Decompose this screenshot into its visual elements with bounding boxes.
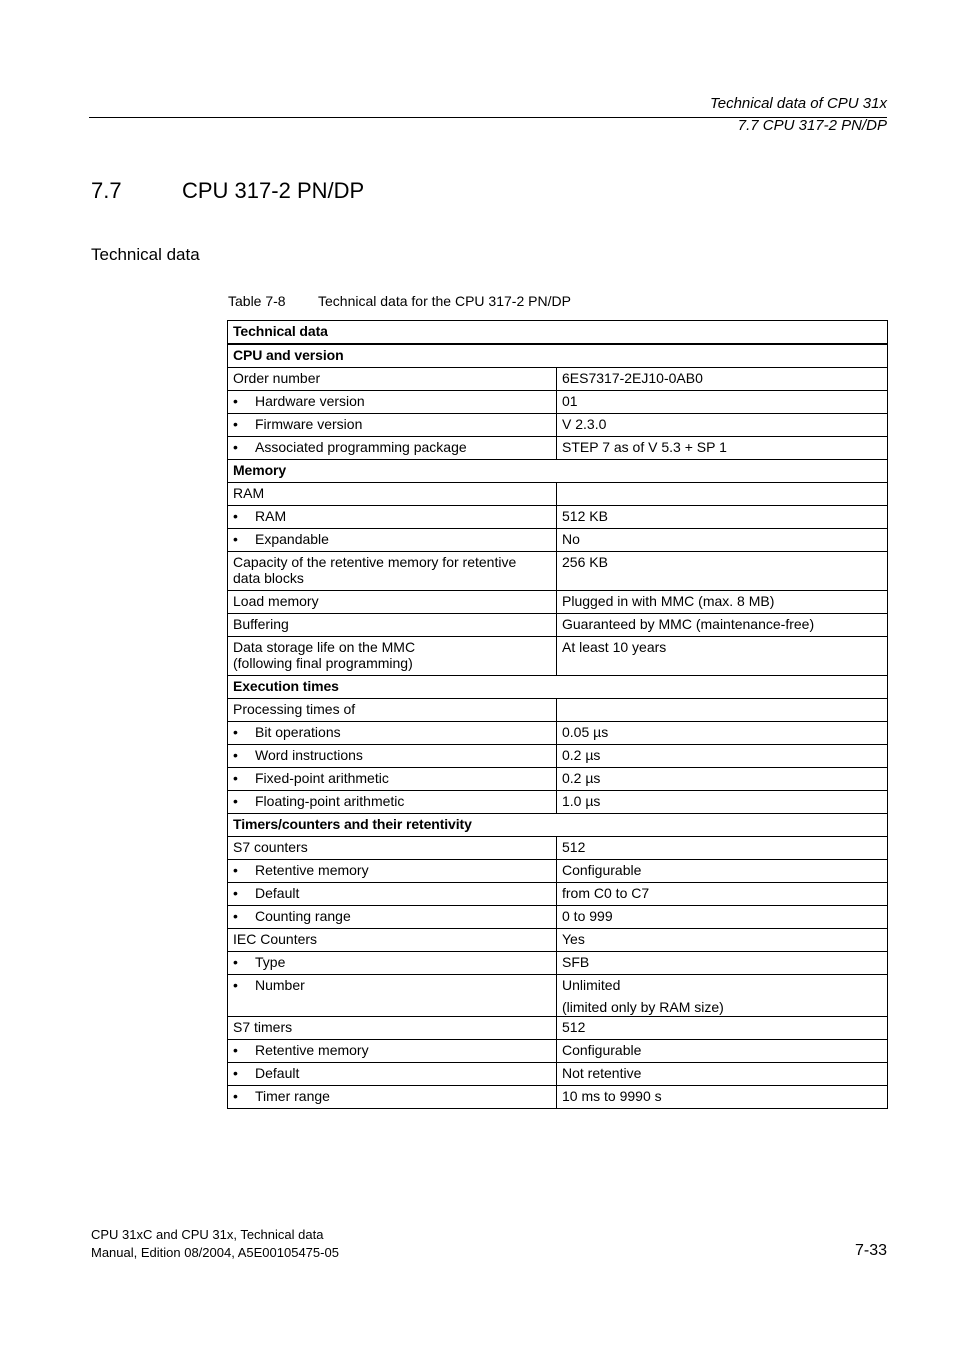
value-cell (557, 637, 888, 676)
table-row (228, 906, 888, 929)
param-value: 512 KB (562, 508, 608, 524)
bullet-icon: • (233, 977, 238, 993)
param-label: Expandable (255, 531, 329, 547)
param-label: Bit operations (255, 724, 341, 740)
bullet-icon: • (233, 954, 238, 970)
value-cell (557, 437, 888, 460)
param-cell (228, 745, 557, 768)
table-row (228, 414, 888, 437)
param-cell (228, 929, 557, 952)
table-row (228, 483, 888, 506)
param-label: Data storage life on the MMC (233, 639, 416, 655)
param-cell (228, 614, 557, 637)
table-row (228, 506, 888, 529)
param-label: Default (255, 885, 300, 901)
param-label: Type (255, 954, 286, 970)
value-cell (557, 906, 888, 929)
param-label: S7 timers (233, 1019, 293, 1035)
param-value: 512 (562, 839, 586, 855)
technical-data-table (227, 320, 888, 1109)
param-value: STEP 7 as of V 5.3 + SP 1 (562, 439, 727, 455)
value-cell (557, 883, 888, 906)
table-row (228, 883, 888, 906)
bullet-icon: • (233, 439, 238, 455)
param-label: Buffering (233, 616, 289, 632)
table-row (228, 768, 888, 791)
param-cell (228, 437, 557, 460)
param-value: SFB (562, 954, 590, 970)
table-row (228, 1017, 888, 1040)
group-header-row (228, 344, 888, 368)
param-label: Hardware version (255, 393, 365, 409)
value-cell (557, 552, 888, 591)
param-cell (228, 414, 557, 437)
param-value-line2: (limited only by RAM size) (562, 999, 724, 1015)
value-cell (557, 368, 888, 391)
param-value: 0.2 µs (562, 747, 601, 763)
bullet-icon: • (233, 885, 238, 901)
table-row (228, 529, 888, 552)
bullet-icon: • (233, 747, 238, 763)
param-cell (228, 768, 557, 791)
param-value: 0.2 µs (562, 770, 601, 786)
param-cell (228, 699, 557, 722)
param-label: Default (255, 1065, 300, 1081)
bullet-icon: • (233, 393, 238, 409)
param-value: V 2.3.0 (562, 416, 607, 432)
table-title: Technical data (228, 321, 888, 345)
param-label-line2: (following final programming) (233, 655, 413, 671)
param-label: RAM (233, 485, 265, 501)
param-cell (228, 837, 557, 860)
group-header: Execution times (228, 676, 888, 699)
table-row (228, 745, 888, 768)
param-value: 0 to 999 (562, 908, 613, 924)
value-cell (557, 860, 888, 883)
value-cell (557, 614, 888, 637)
table-row (228, 860, 888, 883)
param-cell (228, 975, 557, 1017)
bullet-icon: • (233, 1065, 238, 1081)
value-cell (557, 1063, 888, 1086)
table-row (228, 837, 888, 860)
param-label: Number (255, 977, 305, 993)
param-cell (228, 952, 557, 975)
table-row (228, 391, 888, 414)
param-cell (228, 1063, 557, 1086)
bullet-icon: • (233, 862, 238, 878)
bullet-icon: • (233, 1088, 238, 1104)
running-header-chapter: Technical data of CPU 31x (709, 95, 887, 112)
running-header-section: 7.7 CPU 317-2 PN/DP (737, 117, 887, 134)
param-value: At least 10 years (562, 639, 667, 655)
page-number: 7-33 (854, 1242, 887, 1259)
bullet-icon: • (233, 416, 238, 432)
bullet-icon: • (233, 531, 238, 547)
value-cell (557, 791, 888, 814)
param-cell (228, 506, 557, 529)
param-value: 10 ms to 9990 s (562, 1088, 662, 1104)
value-cell (557, 745, 888, 768)
param-cell (228, 1040, 557, 1063)
param-cell (228, 1086, 557, 1109)
param-label: Floating-point arithmetic (255, 793, 405, 809)
subheading: Technical data (91, 245, 200, 264)
param-cell (228, 391, 557, 414)
value-cell (557, 1040, 888, 1063)
value-cell (557, 768, 888, 791)
footer-manual-title: CPU 31xC and CPU 31x, Technical data (91, 1227, 324, 1242)
bullet-icon: • (233, 508, 238, 524)
param-label: Fixed-point arithmetic (255, 770, 389, 786)
param-cell (228, 637, 557, 676)
param-value: from C0 to C7 (562, 885, 650, 901)
bullet-icon: • (233, 1042, 238, 1058)
value-cell (557, 1017, 888, 1040)
value-cell (557, 414, 888, 437)
param-cell (228, 883, 557, 906)
value-cell (557, 929, 888, 952)
param-label: Retentive memory (255, 1042, 369, 1058)
param-value: 256 KB (562, 554, 608, 570)
group-header: Timers/counters and their retentivity (228, 814, 888, 837)
param-label: Processing times of (233, 701, 356, 717)
param-cell (228, 552, 557, 591)
table-title-row (228, 321, 888, 345)
param-label: Order number (233, 370, 321, 386)
table-row (228, 1063, 888, 1086)
value-cell (557, 722, 888, 745)
param-value: 0.05 µs (562, 724, 609, 740)
bullet-icon: • (233, 770, 238, 786)
param-value: 01 (562, 393, 578, 409)
param-label: Load memory (233, 593, 319, 609)
table-caption-text: Technical data for the CPU 317-2 PN/DP (318, 293, 571, 309)
footer-edition: Manual, Edition 08/2004, A5E00105475-05 (91, 1245, 339, 1260)
table-row (228, 437, 888, 460)
param-value: 1.0 µs (562, 793, 601, 809)
param-label: Associated programming package (255, 439, 467, 455)
table-row (228, 722, 888, 745)
param-label: Retentive memory (255, 862, 369, 878)
table-row (228, 614, 888, 637)
param-label: Word instructions (255, 747, 363, 763)
param-cell (228, 906, 557, 929)
param-cell (228, 1017, 557, 1040)
value-cell (557, 591, 888, 614)
param-value: Configurable (562, 1042, 642, 1058)
param-value: 512 (562, 1019, 586, 1035)
table-row (228, 637, 888, 676)
value-cell (557, 699, 888, 722)
param-cell (228, 368, 557, 391)
table-row (228, 591, 888, 614)
group-header-row (228, 814, 888, 837)
param-value: Plugged in with MMC (max. 8 MB) (562, 593, 775, 609)
param-cell (228, 791, 557, 814)
param-value: Unlimited (562, 977, 621, 993)
param-cell (228, 860, 557, 883)
param-cell (228, 722, 557, 745)
param-value: No (562, 531, 580, 547)
param-label: IEC Counters (233, 931, 318, 947)
value-cell (557, 483, 888, 506)
param-value: Not retentive (562, 1065, 642, 1081)
table-caption-label: Table 7-8 (228, 293, 286, 309)
param-value: Guaranteed by MMC (maintenance-free) (562, 616, 815, 632)
table-row (228, 975, 888, 1017)
param-label: Capacity of the retentive memory for retentive (233, 554, 517, 570)
param-label: Timer range (255, 1088, 330, 1104)
value-cell (557, 975, 888, 1017)
group-header-row (228, 460, 888, 483)
bullet-icon: • (233, 908, 238, 924)
section-title: CPU 317-2 PN/DP (182, 178, 365, 203)
section-number: 7.7 (91, 178, 122, 203)
table-row (228, 699, 888, 722)
bullet-icon: • (233, 724, 238, 740)
value-cell (557, 529, 888, 552)
value-cell (557, 1086, 888, 1109)
table-row (228, 791, 888, 814)
param-value: Yes (562, 931, 585, 947)
param-cell (228, 591, 557, 614)
param-label: Firmware version (255, 416, 363, 432)
group-header-row (228, 676, 888, 699)
param-cell (228, 529, 557, 552)
group-header: Memory (228, 460, 888, 483)
value-cell (557, 952, 888, 975)
table-row (228, 952, 888, 975)
param-value: 6ES7317-2EJ10-0AB0 (562, 370, 703, 386)
param-label: Counting range (255, 908, 351, 924)
param-label: S7 counters (233, 839, 308, 855)
table-row (228, 929, 888, 952)
param-cell (228, 483, 557, 506)
group-header: CPU and version (228, 344, 888, 368)
value-cell (557, 837, 888, 860)
value-cell (557, 391, 888, 414)
value-cell (557, 506, 888, 529)
table-row (228, 368, 888, 391)
param-label-line2: data blocks (233, 570, 304, 586)
table-row (228, 1086, 888, 1109)
table-row (228, 552, 888, 591)
param-label: RAM (255, 508, 287, 524)
bullet-icon: • (233, 793, 238, 809)
table-row (228, 1040, 888, 1063)
param-value: Configurable (562, 862, 642, 878)
